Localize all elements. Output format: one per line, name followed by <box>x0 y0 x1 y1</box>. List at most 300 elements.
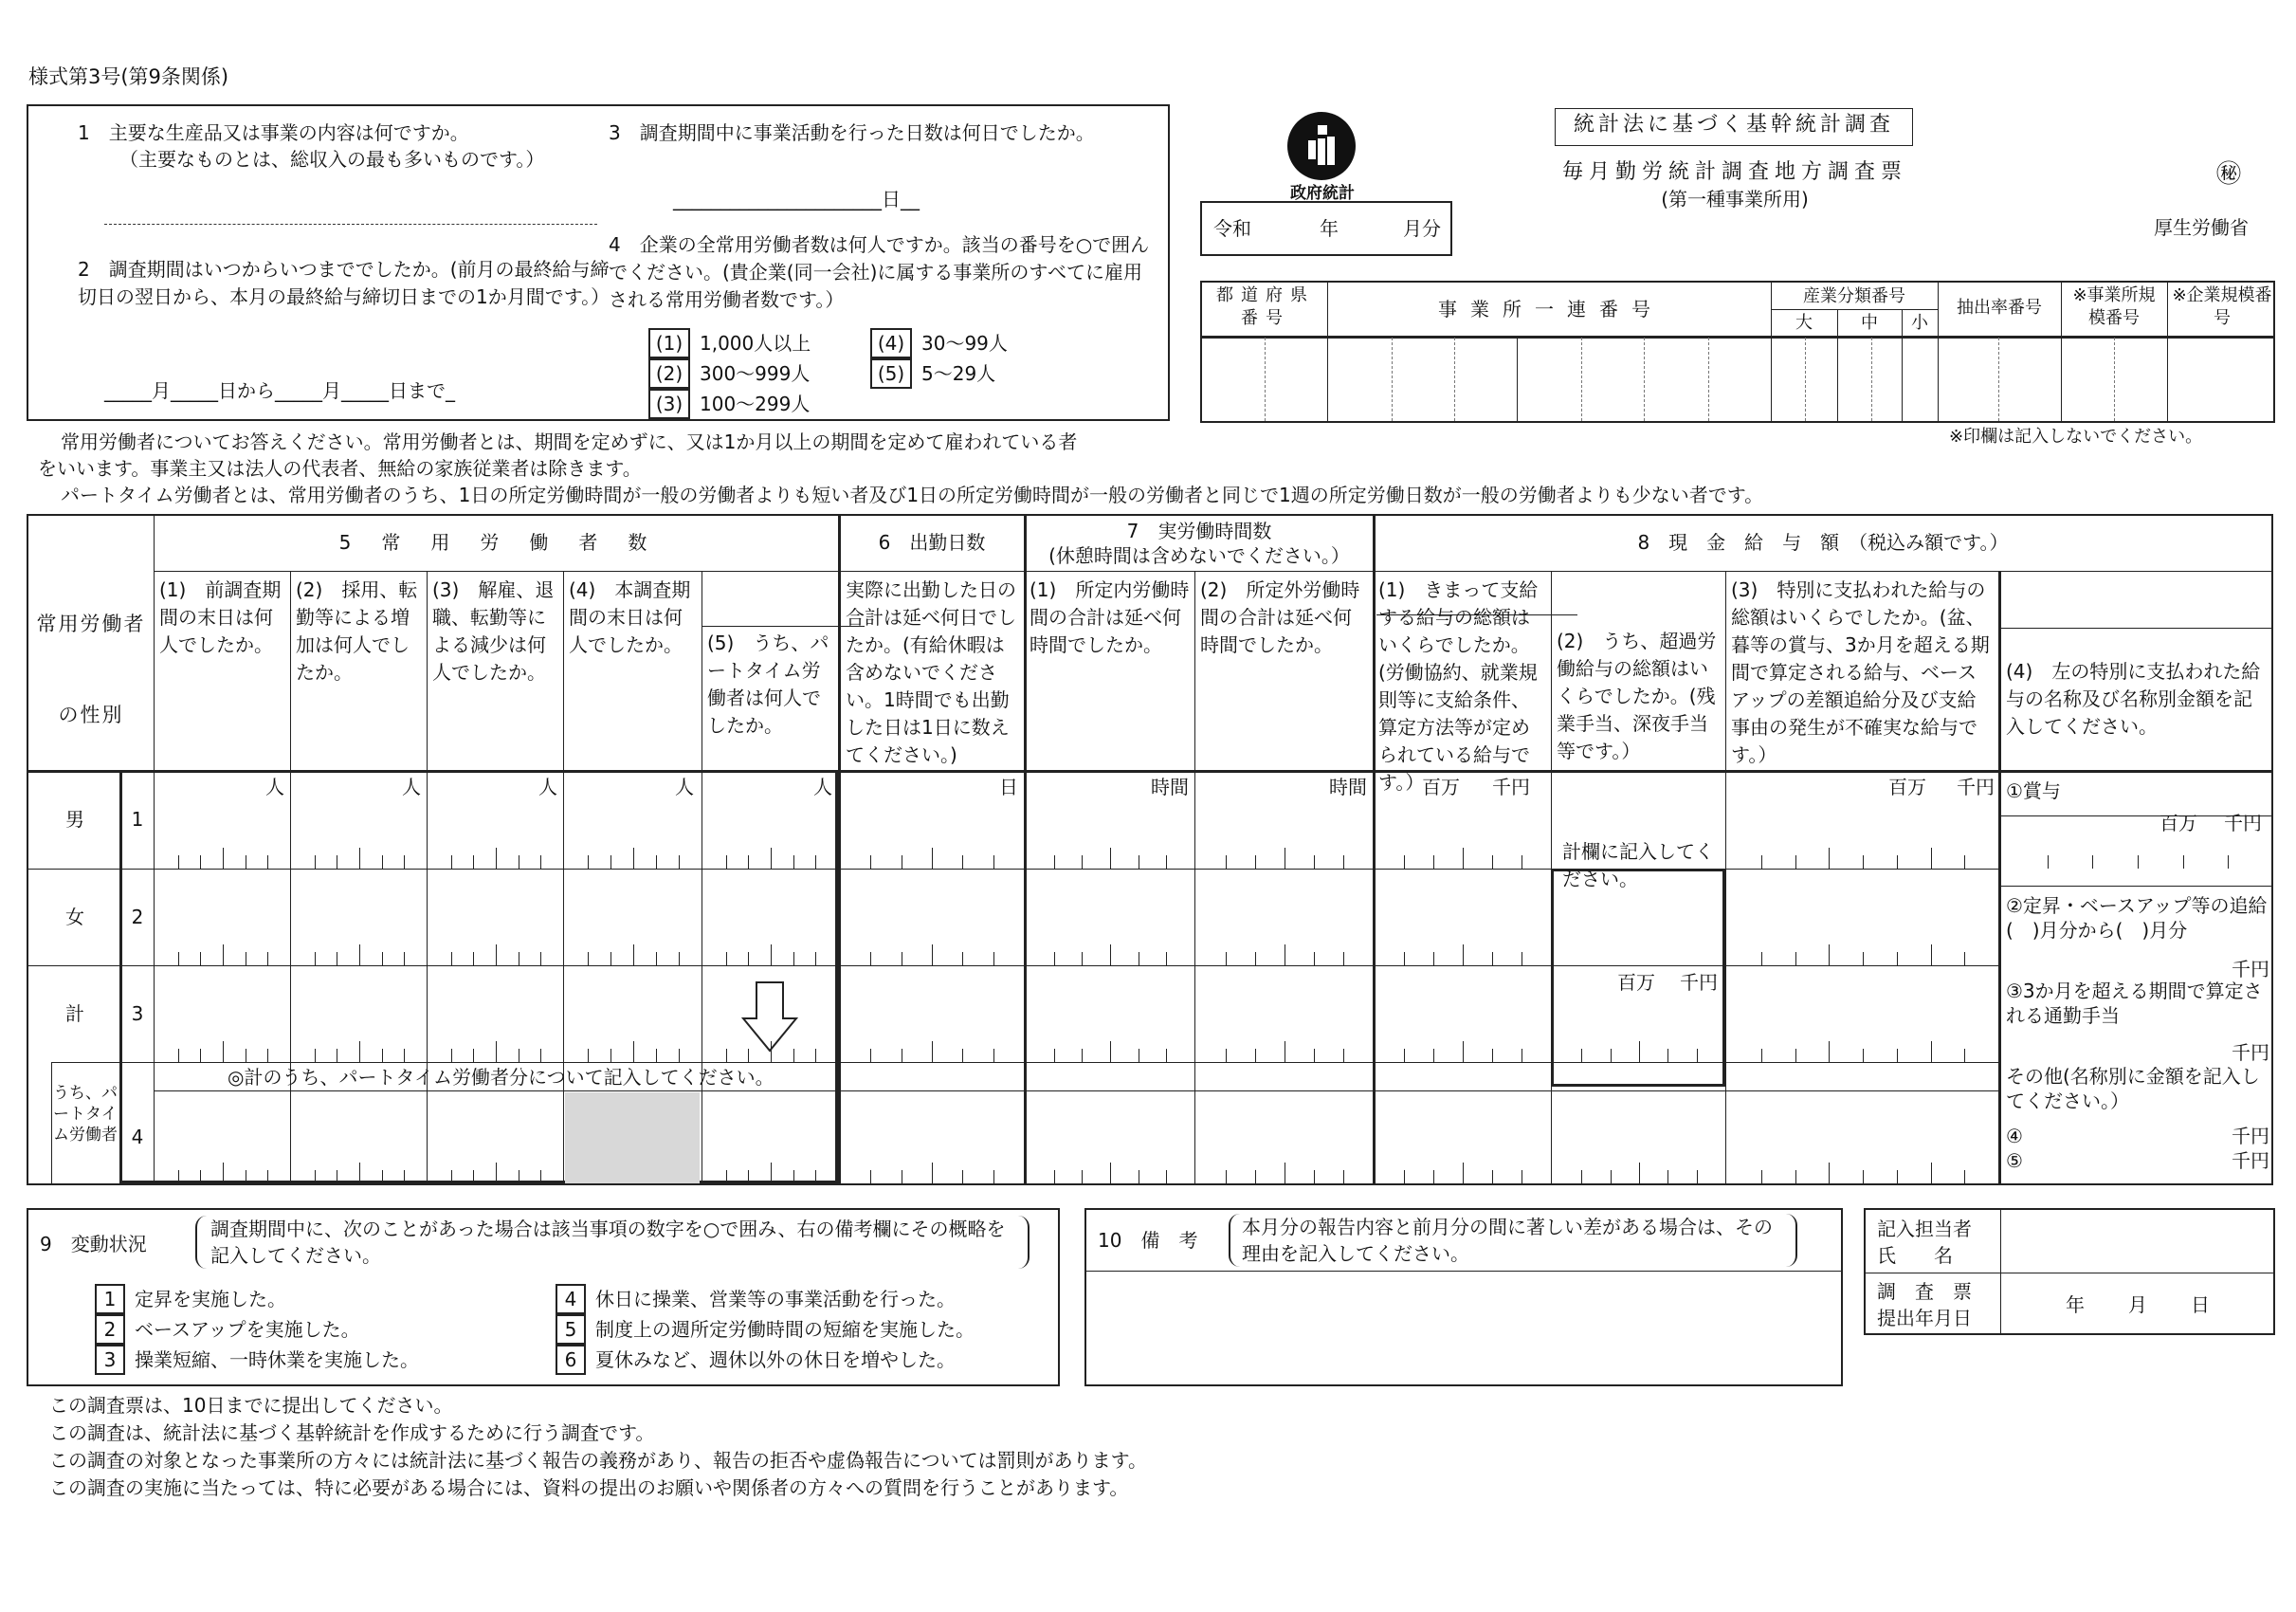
digit-tick <box>315 952 316 965</box>
item-text: 操業短縮、一時休業を実施した。 <box>135 1348 419 1371</box>
person-name-field[interactable] <box>2002 1210 2273 1271</box>
digit-tick <box>178 952 179 965</box>
digit-tick <box>1581 1170 1582 1183</box>
logo-caption: 政府統計 <box>1290 184 1355 203</box>
other-label: その他(名称別に金額を記入してください。） <box>2006 1065 2260 1112</box>
digit-tick <box>610 855 611 869</box>
digit-tick <box>451 1170 452 1183</box>
digit-tick <box>200 1049 201 1062</box>
digit-tick <box>1829 1041 1830 1062</box>
digit-tick <box>451 952 452 965</box>
option-number: (4) <box>870 328 912 358</box>
digit-tick <box>726 1170 727 1183</box>
col-8-1-header: (1) きまって支給する給与の総額はいくらでしたか。(労働協約、就業規則等に支給条件、算定方法等が定められている給与です。） <box>1378 578 1539 794</box>
digit-tick <box>1054 1170 1055 1183</box>
unit-person: 人 <box>675 776 694 798</box>
establishment-size-header: ※事業所規模番号 <box>2072 285 2156 328</box>
col-5-3-header: (3) 解雇、退職、転勤等による減少は何人でしたか。 <box>432 578 555 684</box>
digit-tick <box>932 1041 933 1062</box>
digit-tick <box>540 855 541 869</box>
digit-tick <box>496 1041 497 1062</box>
q9-item[interactable] <box>556 1345 975 1375</box>
bonus-label: ①賞与 <box>2006 779 2061 802</box>
digit-tick <box>473 1049 474 1062</box>
stat-law-label: 統計法に基づく基幹統計調査 <box>1555 108 1913 146</box>
digit-tick <box>1897 952 1898 965</box>
sampling-rate-header: 抽出率番号 <box>1957 298 2042 318</box>
digit-tick <box>748 855 749 869</box>
q10-title: 10 備 考 <box>1098 1229 1198 1252</box>
digit-tick <box>404 952 405 965</box>
digit-tick <box>2092 855 2093 869</box>
unit-million: 百万 <box>1888 776 1926 798</box>
unit-person: 人 <box>538 776 557 798</box>
digit-tick <box>382 1049 383 1062</box>
digit-tick <box>1343 1049 1344 1062</box>
unit-thousand: 千円 <box>1957 776 1995 798</box>
digit-tick <box>1082 855 1083 869</box>
h5-employees: 5 常 用 労 働 者 数 <box>338 531 653 554</box>
q1-text: 1 主要な生産品又は事業の内容は何ですか。 <box>78 121 469 144</box>
total-note: 計欄に記入してください。 <box>1562 840 1714 890</box>
digit-tick <box>1226 1170 1227 1183</box>
q2-fill[interactable]: _____月_____日から_____月_____日まで_ <box>104 379 455 402</box>
digit-tick <box>588 855 589 869</box>
digit-tick <box>540 1170 541 1183</box>
digit-tick <box>771 848 772 869</box>
q9-items-right <box>556 1284 975 1375</box>
raise-label: ②定昇・ベースアップ等の追給( )月分から( )月分 <box>2006 894 2268 942</box>
q4-options-left <box>648 328 819 419</box>
digit-tick <box>588 952 589 965</box>
digit-tick <box>1255 1170 1256 1183</box>
footer-line: この調査の対象となった事業所の方々には統計法に基づく報告の義務があり、報告の拒否や虚偽報告については罰則があります。 <box>49 1449 1147 1472</box>
digit-tick <box>1964 1049 1965 1062</box>
digit-tick <box>1492 1049 1493 1062</box>
digit-tick <box>1226 855 1227 869</box>
digit-tick <box>1639 1041 1640 1062</box>
digit-tick <box>1433 855 1434 869</box>
q10-box <box>1084 1208 1843 1386</box>
digit-tick <box>1829 944 1830 965</box>
digit-tick <box>223 944 224 965</box>
id-table-note: ※印欄は記入しないでください。 <box>1949 427 2203 447</box>
digit-tick <box>1863 952 1864 965</box>
digit-tick <box>540 1049 541 1062</box>
digit-tick <box>1897 1170 1898 1183</box>
remarks-area[interactable] <box>1086 1273 1841 1384</box>
digit-tick <box>1829 1163 1830 1183</box>
digit-tick <box>1433 1170 1434 1183</box>
digit-tick <box>1964 1170 1965 1183</box>
unit-hour: 時間 <box>1329 776 1367 798</box>
digit-tick <box>793 855 794 869</box>
unit-thousand: 千円 <box>1680 971 1718 994</box>
digit-tick <box>2183 855 2184 869</box>
item-number: 4 <box>556 1284 586 1314</box>
col-7-1-header: (1) 所定内労働時間の合計は延べ何時間でしたか。 <box>1030 578 1190 656</box>
digit-tick <box>1761 855 1762 869</box>
digit-tick <box>633 944 634 965</box>
digit-tick <box>1492 855 1493 869</box>
definition-line-2: をいいます。事業主又は法人の代表者、無給の家族従業者は除きます。 <box>38 457 642 480</box>
digit-tick <box>1082 1170 1083 1183</box>
id-entry-row[interactable] <box>1202 338 2277 423</box>
digit-tick <box>1795 1170 1796 1183</box>
col-5-4-header: (4) 本調査期間の末日は何人でしたか。 <box>569 578 691 656</box>
digit-tick <box>178 1049 179 1062</box>
digit-tick <box>315 1049 316 1062</box>
down-arrow-icon <box>741 980 798 1053</box>
digit-tick <box>1492 1170 1493 1183</box>
digit-tick <box>932 848 933 869</box>
digit-tick <box>1611 1170 1612 1183</box>
q9-item[interactable] <box>95 1345 419 1375</box>
q4-option[interactable] <box>648 358 819 389</box>
digit-tick <box>496 1163 497 1183</box>
col-6-header: 実際に出勤した日の合計は延べ何日でしたか。(有給休暇は含めないでください。1時間でも出勤した日は1日に数えてください。) <box>846 578 1016 766</box>
item-text: 休日に操業、営業等の事業活動を行った。 <box>595 1288 956 1310</box>
q3-text: 3 調査期間中に事業活動を行った日数は何日でしたか。 <box>609 121 1095 144</box>
digit-tick <box>771 1041 772 1062</box>
row-male-number: 1 <box>131 808 144 831</box>
item-number: 1 <box>95 1284 125 1314</box>
digit-tick <box>1110 1163 1111 1183</box>
digit-tick <box>267 1049 268 1062</box>
digit-tick <box>1314 952 1315 965</box>
unit-hour: 時間 <box>1151 776 1189 798</box>
option-label: 30～99人 <box>921 332 1008 355</box>
digit-tick <box>1314 1049 1315 1062</box>
unit-person: 人 <box>402 776 421 798</box>
q9-item[interactable] <box>95 1284 419 1314</box>
digit-tick <box>679 952 680 965</box>
item5-label: ⑤ <box>2006 1149 2023 1172</box>
digit-tick <box>815 1170 816 1183</box>
survey-title: 毎月勤労統計調査地方調査票 <box>1561 160 1907 184</box>
digit-tick <box>870 1049 871 1062</box>
h8-cash: 8 現 金 給 与 額 （税込み額です。） <box>1637 531 2009 554</box>
year-label: 年 <box>1320 217 1339 240</box>
digit-tick <box>267 952 268 965</box>
q4-option[interactable] <box>870 358 1041 389</box>
digit-tick <box>588 1049 589 1062</box>
parttime-note: ◎計のうち、パートタイム労働者分について記入してください。 <box>228 1066 774 1089</box>
month-label: 月分 <box>1403 217 1441 240</box>
digit-tick <box>404 1049 405 1062</box>
digit-tick <box>1404 952 1405 965</box>
row-total-label: 計 <box>65 1002 84 1025</box>
digit-tick <box>267 855 268 869</box>
digit-tick <box>1761 1170 1762 1183</box>
digit-tick <box>1897 855 1898 869</box>
prefecture-number-header: 都道府県番号 <box>1216 285 1315 328</box>
digit-tick <box>1255 855 1256 869</box>
unit-million: 百万 <box>1422 776 1460 798</box>
digit-tick <box>1054 952 1055 965</box>
digit-tick <box>540 952 541 965</box>
digit-tick <box>679 1049 680 1062</box>
q4-option[interactable] <box>648 328 819 358</box>
digit-tick <box>1492 952 1493 965</box>
digit-tick <box>178 855 179 869</box>
digit-tick <box>1931 944 1932 965</box>
item-number: 6 <box>556 1345 586 1375</box>
digit-tick <box>1697 1170 1698 1183</box>
digit-tick <box>473 1170 474 1183</box>
digit-tick <box>404 855 405 869</box>
unit-thousand: 千円 <box>2224 812 2262 834</box>
digit-tick <box>679 855 680 869</box>
commute-label: ③3か月を超える期間で算定される通勤手当 <box>2006 980 2263 1027</box>
government-statistics-logo-icon <box>1287 112 1356 180</box>
digit-tick <box>1863 855 1864 869</box>
digit-tick <box>748 952 749 965</box>
q9-title: 9 変動状況 <box>40 1233 147 1255</box>
digit-tick <box>1463 1163 1464 1183</box>
definition-line-1: 常用労働者についてお答えください。常用労働者とは、期間を定めずに、又は1か月以上の期間を定めて雇われている者 <box>61 430 1078 453</box>
q1-note: （主要なものとは、総収入の最も多いものです。） <box>119 148 545 171</box>
q4-option[interactable] <box>648 389 819 419</box>
q9-item[interactable] <box>556 1284 975 1314</box>
digit-tick <box>962 1170 963 1183</box>
digit-tick <box>932 944 933 965</box>
digit-tick <box>793 1170 794 1183</box>
digit-tick <box>315 855 316 869</box>
unit-thousand: 千円 <box>2232 958 2269 980</box>
digit-tick <box>1404 1170 1405 1183</box>
digit-tick <box>815 1049 816 1062</box>
col-5-1-header: (1) 前調査期間の末日は何人でしたか。 <box>159 578 282 656</box>
digit-tick <box>1931 1163 1932 1183</box>
date-box[interactable] <box>1200 201 1452 256</box>
digit-tick <box>359 1163 360 1183</box>
option-number: (3) <box>648 389 690 419</box>
digit-tick <box>1829 848 1830 869</box>
digit-tick <box>1343 1170 1344 1183</box>
q10-instruction: 本月分の報告内容と前月分の間に著しい差がある場合は、その理由を記入してください。 <box>1229 1214 1797 1267</box>
digit-tick <box>473 952 474 965</box>
industry-code-header: 産業分類番号 <box>1803 286 1905 306</box>
digit-tick <box>1404 1049 1405 1062</box>
date-label-1: 調 査 票 <box>1877 1280 1972 1303</box>
row-female-label: 女 <box>65 906 84 928</box>
digit-tick <box>1931 848 1932 869</box>
digit-tick <box>993 855 994 869</box>
unit-day: 日 <box>999 776 1018 798</box>
digit-tick <box>1931 1041 1932 1062</box>
digit-tick <box>815 952 816 965</box>
row-parttime-label: うち、パートタイム労働者 <box>53 1084 118 1145</box>
option-label: 5～29人 <box>921 362 996 385</box>
q9-box <box>27 1208 1060 1386</box>
digit-tick <box>1166 1049 1167 1062</box>
digit-tick <box>870 1170 871 1183</box>
ministry: 厚生労働省 <box>2154 216 2249 239</box>
digit-tick <box>1863 1049 1864 1062</box>
digit-tick <box>726 952 727 965</box>
q4-option[interactable] <box>870 328 1041 358</box>
digit-tick <box>1761 952 1762 965</box>
q4-text: 4 企業の全常用労働者数は何人ですか。該当の番号を○で囲んでください。(貴企業(同一会社)に属する事業所のすべてに雇用される常用労働者数です。） <box>609 233 1150 311</box>
digit-tick <box>1226 952 1227 965</box>
digit-tick <box>451 1049 452 1062</box>
q9-items-left <box>95 1284 419 1375</box>
q2-text: 2 調査期間はいつからいつまででしたか。(前月の最終給与締切日の翌日から、本月の最終給与締切日までの1か月間です。） <box>78 258 610 308</box>
unit-person: 人 <box>265 776 284 798</box>
item-text: ベースアップを実施した。 <box>135 1318 360 1341</box>
digit-tick <box>1082 952 1083 965</box>
row-male-label: 男 <box>65 808 84 831</box>
digit-tick <box>1110 1041 1111 1062</box>
digit-tick <box>656 855 657 869</box>
digit-tick <box>1667 1049 1668 1062</box>
digit-tick <box>1054 1049 1055 1062</box>
unit-thousand: 千円 <box>2232 1041 2269 1064</box>
digit-tick <box>1255 1049 1256 1062</box>
row-total-number: 3 <box>131 1002 144 1025</box>
digit-tick <box>382 855 383 869</box>
digit-tick <box>932 1163 933 1183</box>
digit-tick <box>1082 1049 1083 1062</box>
h7-hours: 7 実労働時間数 <box>1126 520 1272 542</box>
digit-tick <box>793 1049 794 1062</box>
digit-tick <box>223 1041 224 1062</box>
digit-tick <box>496 944 497 965</box>
footer-notes <box>49 1392 1147 1502</box>
digit-tick <box>178 1170 179 1183</box>
digit-tick <box>1863 1170 1864 1183</box>
digit-tick <box>315 1170 316 1183</box>
digit-tick <box>359 1041 360 1062</box>
digit-tick <box>1343 855 1344 869</box>
digit-tick <box>610 1049 611 1062</box>
person-label-2: 氏 名 <box>1877 1244 1953 1267</box>
digit-tick <box>1463 848 1464 869</box>
digit-tick <box>200 1170 201 1183</box>
main-table <box>27 514 2273 1185</box>
digit-tick <box>1964 952 1965 965</box>
digit-tick <box>748 1170 749 1183</box>
digit-tick <box>1166 855 1167 869</box>
h7-note: (休憩時間は含めないでください。） <box>1048 544 1350 567</box>
col-8-4-header: (4) 左の特別に支払われた給与の名称及び名称別金額を記入してください。 <box>2006 660 2261 738</box>
option-label: 300～999人 <box>700 362 811 385</box>
option-number: (1) <box>648 328 690 358</box>
digit-tick <box>726 855 727 869</box>
survey-subtitle: (第一種事業所用) <box>1661 188 1809 211</box>
digit-tick <box>1166 952 1167 965</box>
digit-tick <box>993 1049 994 1062</box>
digit-tick <box>1667 1170 1668 1183</box>
digit-tick <box>870 952 871 965</box>
date-label-2: 提出年月日 <box>1877 1307 1972 1329</box>
digit-tick <box>1433 1049 1434 1062</box>
digit-tick <box>656 952 657 965</box>
digit-tick <box>748 1049 749 1062</box>
digit-tick <box>1433 952 1434 965</box>
unit-thousand: 千円 <box>2232 1125 2269 1147</box>
form-id: 様式第3号(第9条関係) <box>28 65 229 88</box>
digit-tick <box>962 952 963 965</box>
industry-minor: 小 <box>1911 313 1928 333</box>
row-parttime-number: 4 <box>131 1126 144 1148</box>
option-label: 1,000人以上 <box>700 332 811 355</box>
digit-tick <box>223 848 224 869</box>
digit-tick <box>633 848 634 869</box>
digit-tick <box>359 944 360 965</box>
digit-tick <box>473 855 474 869</box>
h6-days: 6 出勤日数 <box>878 531 986 554</box>
item-text: 夏休みなど、週休以外の休日を増やした。 <box>595 1348 956 1371</box>
digit-tick <box>1581 1049 1582 1062</box>
digit-tick <box>1166 1170 1167 1183</box>
unit-million: 百万 <box>1617 971 1655 994</box>
option-label: 100～299人 <box>700 393 811 415</box>
digit-tick <box>1110 848 1111 869</box>
item-text: 制度上の週所定労働時間の短縮を実施した。 <box>595 1318 975 1341</box>
q9-item[interactable] <box>95 1314 419 1345</box>
digit-tick <box>1404 855 1405 869</box>
digit-tick <box>451 855 452 869</box>
q1-answer-line[interactable] <box>104 224 597 225</box>
digit-tick <box>1897 1049 1898 1062</box>
unit-person: 人 <box>813 776 832 798</box>
sex-header: 常用労働者の性別 <box>36 613 146 726</box>
digit-tick <box>1639 1163 1640 1183</box>
submission-date-field[interactable]: 年 月 日 <box>2066 1293 2212 1316</box>
unit-thousand: 千円 <box>2232 1149 2269 1172</box>
digit-tick <box>223 1163 224 1183</box>
era: 令和 <box>1213 217 1251 240</box>
q3-fill[interactable]: ______________________日__ <box>673 188 920 211</box>
digit-tick <box>656 1049 657 1062</box>
digit-tick <box>1611 1049 1612 1062</box>
col-5-5-header: (5) うち、パートタイム労働者は何人でしたか。 <box>707 632 829 737</box>
q9-instruction: 調査期間中に、次のことがあった場合は該当事項の数字を○で囲み、右の備考欄にその概略を記入してください。 <box>195 1216 1030 1269</box>
digit-tick <box>1463 944 1464 965</box>
digit-tick <box>2228 855 2229 869</box>
footer-line: この調査票は、10日までに提出してください。 <box>49 1394 453 1417</box>
digit-tick <box>2138 855 2139 869</box>
option-number: (5) <box>870 358 912 389</box>
digit-tick <box>993 952 994 965</box>
digit-tick <box>1964 855 1965 869</box>
option-number: (2) <box>648 358 690 389</box>
footer-line: この調査は、統計法に基づく基幹統計を作成するために行う調査です。 <box>49 1421 655 1444</box>
person-label-1: 記入担当者 <box>1877 1218 1972 1240</box>
item-number: 3 <box>95 1345 125 1375</box>
digit-tick <box>200 855 201 869</box>
digit-tick <box>633 1041 634 1062</box>
q9-item[interactable] <box>556 1314 975 1345</box>
item4-label: ④ <box>2006 1125 2023 1147</box>
col-8-2-header: (2) うち、超過労働給与の総額はいくらでしたか。(残業手当、深夜手当等です。） <box>1557 630 1717 762</box>
digit-tick <box>610 952 611 965</box>
digit-tick <box>1110 944 1111 965</box>
digit-tick <box>1314 1170 1315 1183</box>
digit-tick <box>1697 1049 1698 1062</box>
digit-tick <box>200 952 201 965</box>
footer-line: この調査の実施に当たっては、特に必要がある場合には、資料の提出のお願いや関係者の方々への質問を行うことがあります。 <box>49 1476 1129 1499</box>
digit-tick <box>793 952 794 965</box>
disabled-cell <box>565 1092 700 1183</box>
establishment-serial-header: 事業所一連番号 <box>1438 298 1664 321</box>
q4-options-right <box>870 328 1041 389</box>
digit-tick <box>382 1170 383 1183</box>
digit-tick <box>1255 952 1256 965</box>
digit-tick <box>1343 952 1344 965</box>
